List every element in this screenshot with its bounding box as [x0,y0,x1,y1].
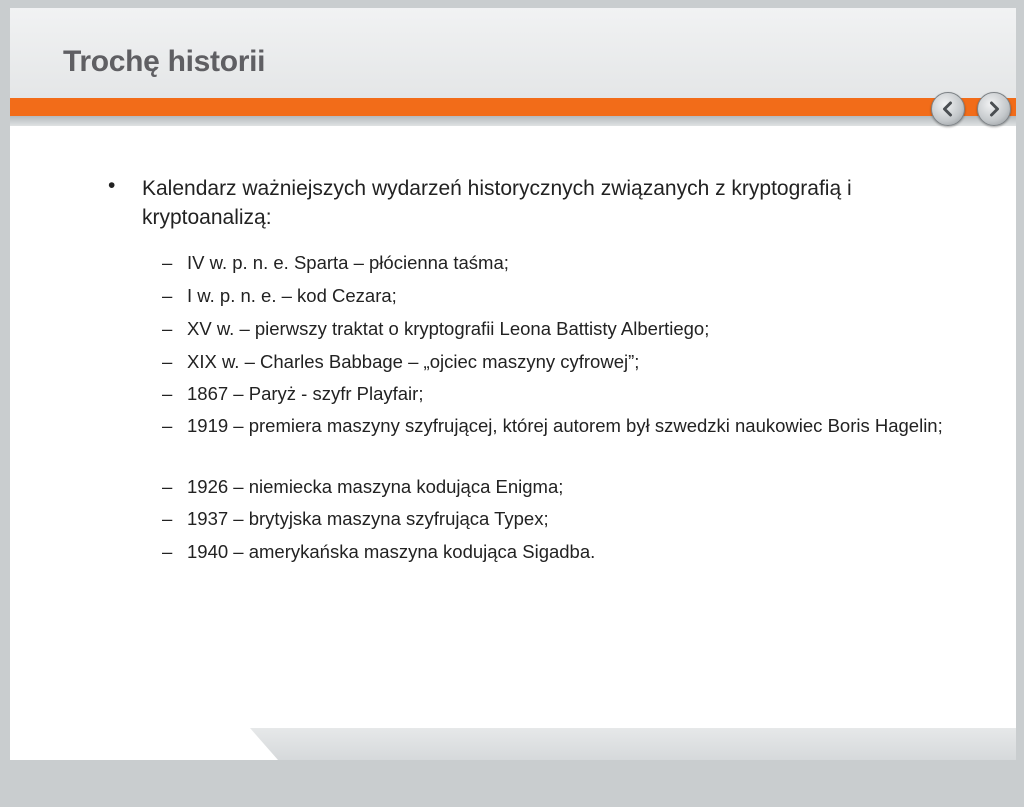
bullet-marker: • [108,174,116,197]
header-divider [10,116,1016,126]
footer-band [250,728,1016,760]
accent-bar [10,98,1016,116]
next-slide-button[interactable] [977,92,1011,126]
dash-marker: – [162,508,173,529]
dash-marker: – [162,318,173,339]
dash-marker: – [162,252,173,273]
chevron-left-icon [940,101,956,117]
main-bullet-text: Kalendarz ważniejszych wydarzeń historycznych związanych z kryptografią i kryptoanalizą: [142,177,852,229]
chevron-right-icon [986,101,1002,117]
dash-marker: – [162,415,173,436]
dash-marker: – [162,351,173,372]
dash-marker: – [162,541,173,562]
slide-title: Trochę historii [63,45,266,78]
dash-marker: – [162,285,173,306]
previous-slide-button[interactable] [931,92,965,126]
dash-marker: – [162,476,173,497]
dash-marker: – [162,383,173,404]
